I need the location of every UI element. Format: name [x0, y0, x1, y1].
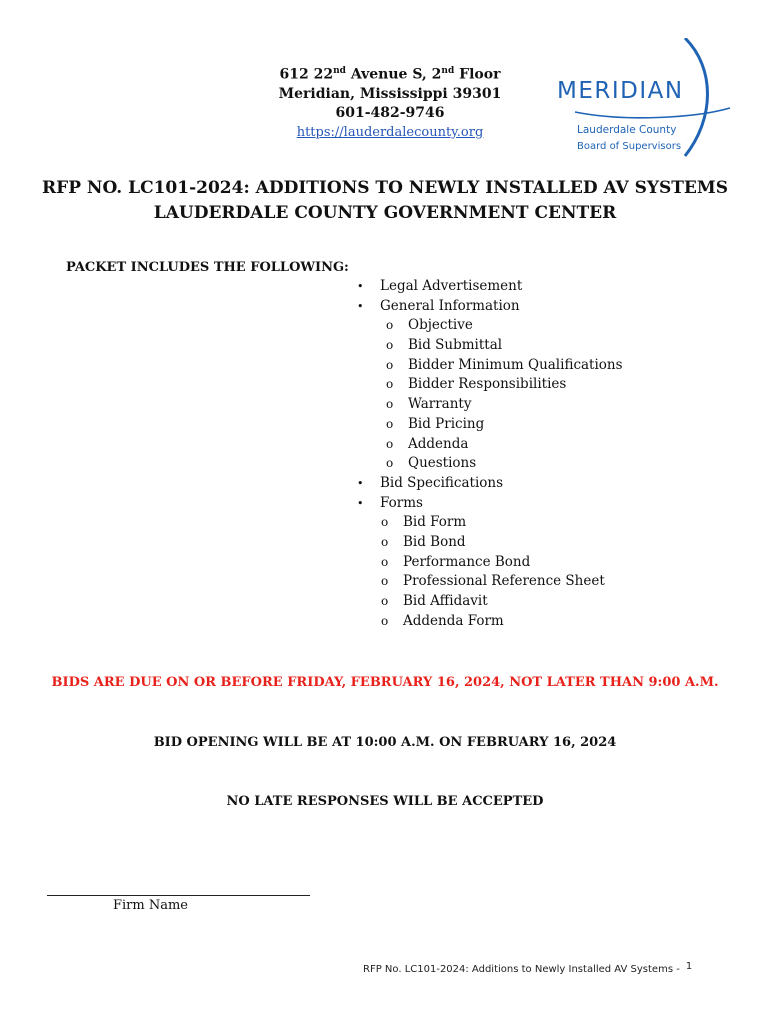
logo-wordmark: MERIDIAN: [557, 78, 684, 104]
sub-bullet-icon: o: [381, 574, 389, 589]
sub-bullet-icon: o: [386, 377, 394, 392]
sub-bullet-icon: o: [386, 318, 394, 333]
bullet-icon: •: [357, 299, 364, 313]
sub-bullet-icon: o: [386, 436, 394, 451]
sub-bullet-icon: o: [386, 397, 394, 412]
address-street: 612 22nd Avenue S, 2nd Floor: [279, 66, 501, 83]
sub-bullet-icon: o: [386, 357, 394, 372]
address-phone: 601-482-9746: [335, 104, 445, 121]
sub-bullet-icon: o: [386, 456, 394, 471]
address-city: Meridian, Mississippi 39301: [278, 85, 502, 102]
sub-bullet-icon: o: [386, 416, 394, 431]
bullet-icon: •: [357, 496, 364, 510]
sub-bullet-icon: o: [381, 613, 389, 628]
bid-opening-notice: BID OPENING WILL BE AT 10:00 A.M. ON FEBRUARY 16, 2024: [153, 735, 617, 750]
document-title: [30, 176, 740, 226]
sub-bullet-icon: o: [381, 554, 389, 569]
bid-due-notice: BIDS ARE DUE ON OR BEFORE FRIDAY, FEBRUARY 16, 2024, NOT LATER THAN 9:00 A.M.: [51, 675, 719, 690]
page-footer: [363, 961, 693, 975]
meridian-logo: [555, 38, 735, 158]
footer-text: RFP No. LC101-2024: Additions to Newly Installed AV Systems -: [363, 964, 680, 975]
logo-subtitle-board: Board of Supervisors: [577, 141, 682, 152]
firm-name-line[interactable]: [47, 895, 310, 896]
bullet-icon: •: [357, 280, 364, 293]
firm-name-label: Firm Name: [113, 898, 188, 913]
page-number: 1: [685, 961, 693, 972]
packet-heading: PACKET INCLUDES THE FOLLOWING:: [66, 260, 349, 275]
sub-bullet-icon: o: [381, 594, 389, 608]
title-line-1: RFP NO. LC101-2024: ADDITIONS TO NEWLY INSTALLED AV SYSTEMS: [42, 178, 728, 198]
sub-bullet-icon: o: [381, 534, 389, 549]
address-block: [270, 62, 510, 142]
sub-bullet-icon: o: [386, 338, 394, 353]
title-line-2: LAUDERDALE COUNTY GOVERNMENT CENTER: [153, 203, 617, 223]
logo-subtitle-county: Lauderdale County: [577, 124, 677, 136]
sub-bullet-icon: o: [381, 515, 389, 530]
website-link[interactable]: https://lauderdalecounty.org: [296, 124, 484, 140]
bullet-icon: •: [357, 476, 364, 490]
no-late-notice: NO LATE RESPONSES WILL BE ACCEPTED: [226, 794, 544, 809]
